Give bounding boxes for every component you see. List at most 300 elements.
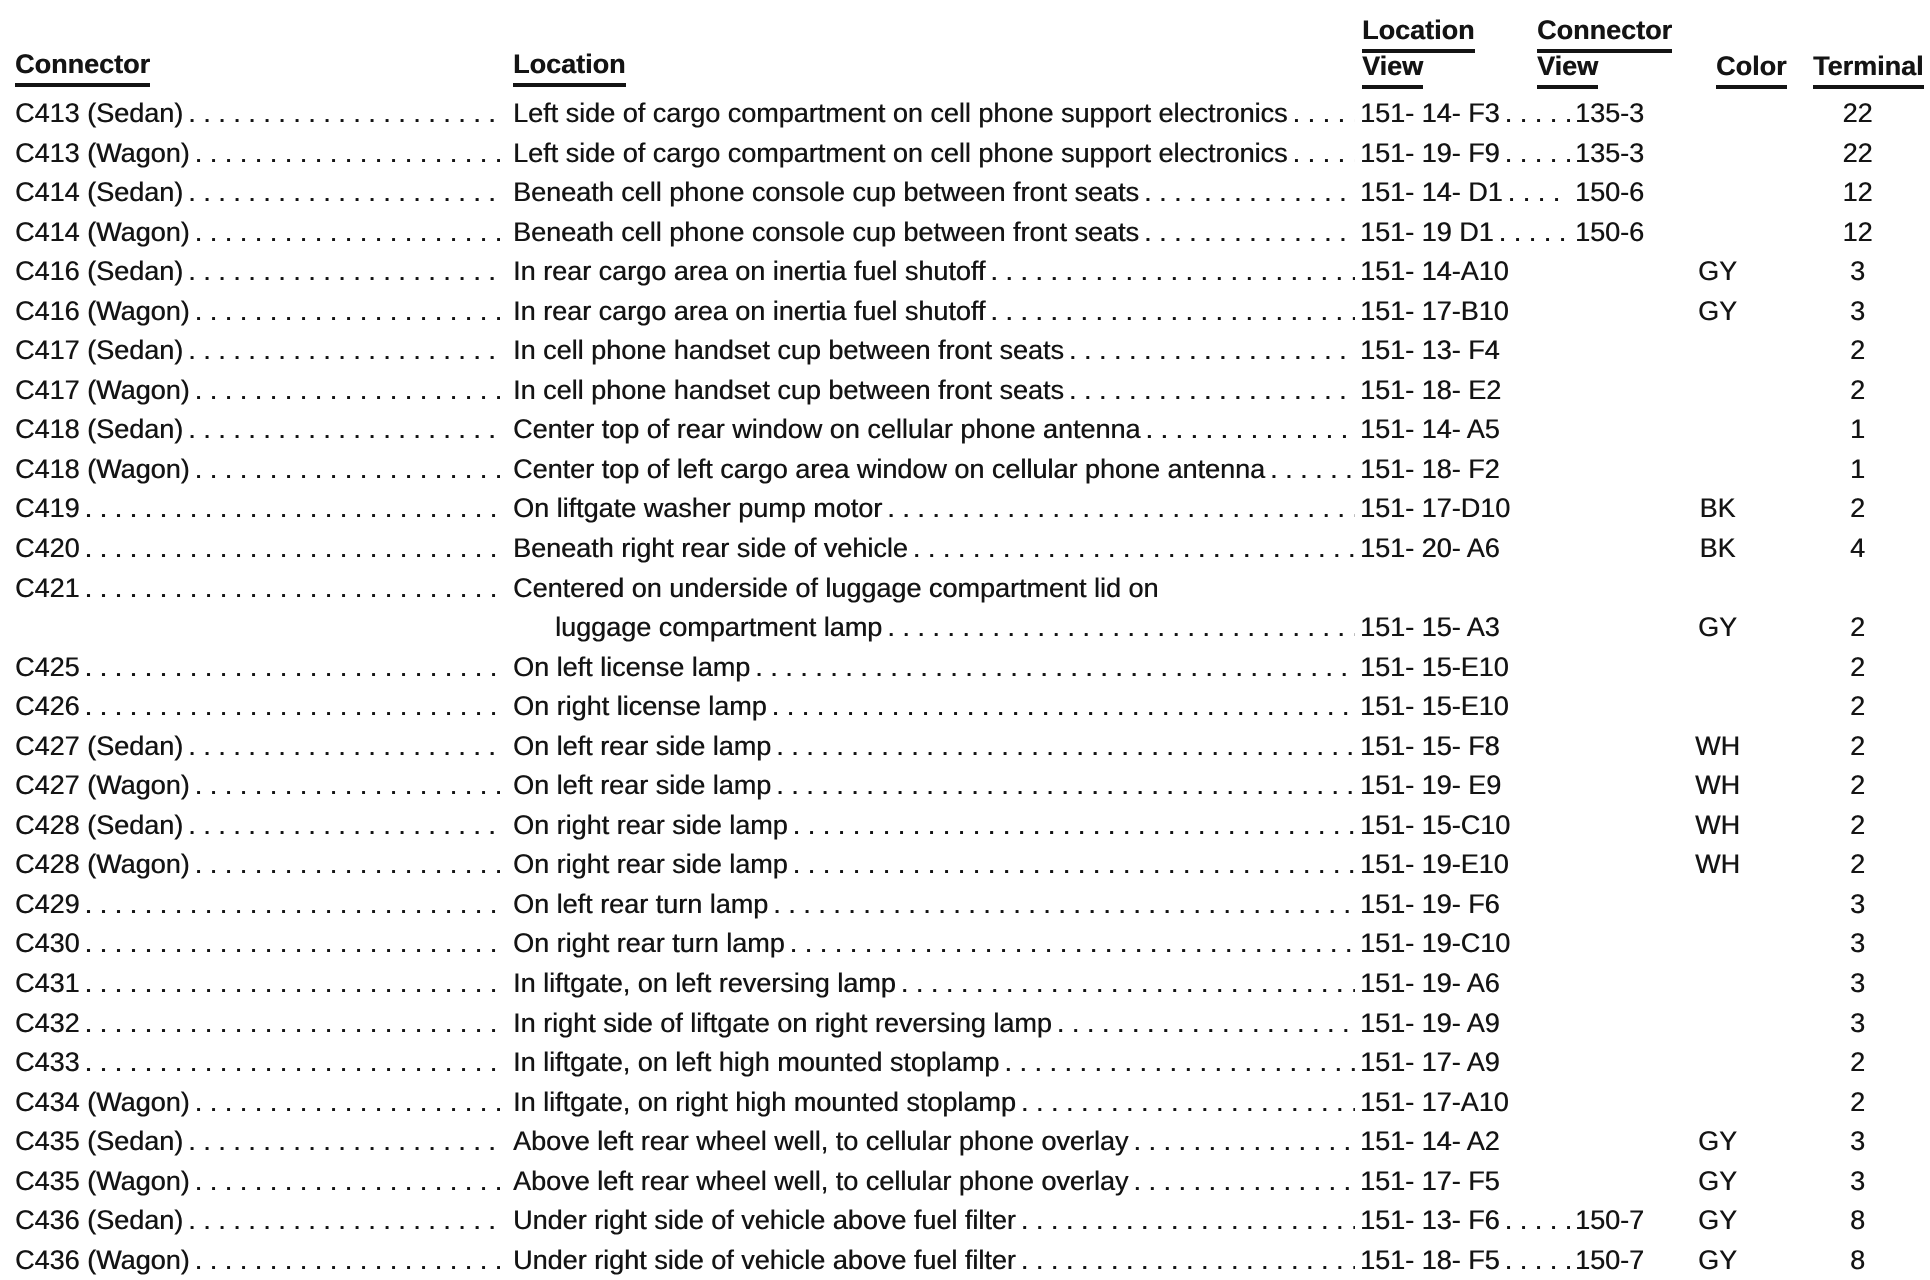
- connector-id: C431: [15, 968, 80, 999]
- color-cell: [1650, 331, 1785, 371]
- connector-table-body: [15, 94, 1930, 1280]
- leader-dots: [1270, 450, 1355, 490]
- location-text: On left rear turn lamp: [513, 888, 769, 919]
- connector-cell: [15, 252, 505, 292]
- location-text: Beneath right rear side of vehicle: [513, 533, 908, 564]
- location-text: Left side of cargo compartment on cell phone support electronics: [513, 98, 1288, 128]
- indent-spacer: [505, 608, 547, 648]
- leader-dots: [188, 1122, 500, 1162]
- terminal-cell: 2: [1849, 730, 1866, 761]
- location-cell: [505, 489, 1360, 529]
- connector-cell: [15, 94, 505, 134]
- location-text: On liftgate washer pump motor: [513, 493, 883, 524]
- connector-cell: [15, 1201, 505, 1241]
- connector-id: C436 (Sedan): [15, 1205, 184, 1236]
- leader-dots: [1021, 1241, 1355, 1280]
- location-view-value: 151- 14- F3: [1360, 98, 1500, 128]
- location-cell: [505, 331, 1360, 371]
- color-cell: [1650, 1083, 1785, 1123]
- col-header-location: Location: [513, 50, 626, 87]
- location-text: On right rear side lamp: [513, 849, 788, 880]
- location-text: In rear cargo area on inertia fuel shutoff: [513, 256, 986, 287]
- terminal-cell: 3: [1849, 1165, 1866, 1196]
- leader-dots: [776, 766, 1355, 806]
- table-row: [15, 845, 1930, 885]
- location-view-cell: [1360, 529, 1650, 569]
- location-cell: [505, 371, 1360, 411]
- location-text-continued: luggage compartment lamp: [555, 612, 883, 643]
- color-cell: WH: [1695, 849, 1740, 880]
- table-row: [15, 134, 1930, 174]
- location-text: On right rear side lamp: [513, 809, 788, 840]
- location-cell: [505, 648, 1360, 688]
- connector-id: C435 (Wagon): [15, 1165, 190, 1196]
- terminal-cell: 8: [1849, 1244, 1866, 1275]
- location-cell: [505, 410, 1360, 450]
- terminal-cell: 1: [1849, 414, 1866, 445]
- connector-view-value: 150-7: [1574, 1244, 1644, 1275]
- location-view-value: 151- 14-A10: [1360, 256, 1509, 287]
- location-view-value: 151- 19-C10: [1360, 928, 1511, 959]
- location-view-cell: [1360, 1241, 1650, 1280]
- leader-dots: [188, 727, 500, 767]
- connector-id: C427 (Wagon): [15, 770, 190, 801]
- terminal-cell: 2: [1849, 1086, 1866, 1117]
- terminal-cell: 3: [1849, 1007, 1866, 1038]
- connector-id: C417 (Sedan): [15, 335, 184, 366]
- location-view-value: 151- 15-C10: [1360, 809, 1511, 840]
- leader-dots: [85, 1004, 500, 1044]
- location-view-cell: [1360, 766, 1650, 806]
- color-cell: WH: [1695, 809, 1740, 840]
- color-cell: [1650, 410, 1785, 450]
- connector-id: C425: [15, 651, 80, 682]
- connector-cell: [15, 371, 505, 411]
- location-text: Centered on underside of luggage compartment lid on: [513, 572, 1159, 603]
- location-view-cell: [1360, 94, 1650, 134]
- leader-dots: [188, 410, 500, 450]
- connector-cell: [15, 213, 505, 253]
- location-view-cell: [1360, 450, 1650, 490]
- leader-dots: [188, 173, 500, 213]
- leader-dots: [1021, 1201, 1355, 1241]
- location-cell: [505, 687, 1360, 727]
- table-row: [15, 687, 1930, 727]
- location-view-cell: [1360, 1004, 1650, 1044]
- leader-dots: [1505, 1241, 1570, 1280]
- location-view-value: 151- 17- A9: [1360, 1047, 1500, 1078]
- leader-dots: [188, 331, 500, 371]
- connector-id: C436 (Wagon): [15, 1244, 190, 1275]
- leader-dots: [887, 489, 1355, 529]
- location-view-value: 151- 13- F4: [1360, 335, 1500, 366]
- location-text: On left rear side lamp: [513, 770, 772, 801]
- color-cell: [1650, 173, 1785, 213]
- table-row: [15, 569, 1930, 609]
- location-view-cell: [1360, 1083, 1650, 1123]
- table-row: [15, 213, 1930, 253]
- leader-dots: [195, 371, 500, 411]
- terminal-cell: 8: [1849, 1205, 1866, 1236]
- location-text: Center top of left cargo area window on cellular phone antenna: [513, 453, 1265, 484]
- color-cell: BK: [1699, 533, 1736, 564]
- col-header-connector: Connector: [15, 50, 150, 87]
- location-view-cell: [1360, 806, 1650, 846]
- terminal-cell: 3: [1849, 928, 1866, 959]
- terminal-cell: 2: [1849, 849, 1866, 880]
- terminal-cell: 2: [1849, 651, 1866, 682]
- connector-id: C417 (Wagon): [15, 374, 190, 405]
- location-view-value: 151- 19- F6: [1360, 888, 1500, 919]
- color-cell: [1650, 371, 1785, 411]
- table-row: [15, 924, 1930, 964]
- location-text: On left license lamp: [513, 651, 751, 682]
- leader-dots: [1505, 94, 1570, 134]
- location-view-cell: [1360, 727, 1650, 767]
- location-view-cell: [1360, 134, 1650, 174]
- location-view-cell: [1360, 1043, 1650, 1083]
- location-view-cell: [1360, 608, 1650, 648]
- leader-dots: [195, 1162, 500, 1202]
- leader-dots: [901, 964, 1355, 1004]
- col-header-connector-view-line2: View: [1537, 52, 1598, 89]
- table-row: [15, 806, 1930, 846]
- location-view-value: 151- 19- E9: [1360, 770, 1502, 801]
- location-view-value: 151- 18- F2: [1360, 453, 1500, 484]
- location-text: In liftgate, on right high mounted stoplamp: [513, 1086, 1016, 1117]
- location-view-value: 151- 19-E10: [1360, 849, 1509, 880]
- color-cell: GY: [1697, 612, 1737, 643]
- leader-dots: [1069, 331, 1355, 371]
- location-text: Above left rear wheel well, to cellular phone overlay: [513, 1126, 1129, 1157]
- table-row: [15, 727, 1930, 767]
- table-row: [15, 1241, 1930, 1280]
- terminal-cell: 3: [1849, 295, 1866, 326]
- location-view-value: 151- 13- F6: [1360, 1205, 1500, 1236]
- location-cell: [505, 924, 1360, 964]
- connector-id: C416 (Wagon): [15, 295, 190, 326]
- location-cell: [505, 134, 1360, 174]
- table-row: [15, 292, 1930, 332]
- leader-dots: [776, 727, 1355, 767]
- location-cell: [505, 529, 1360, 569]
- leader-dots: [1021, 1083, 1355, 1123]
- location-view-value: 151- 14- A2: [1360, 1126, 1500, 1157]
- leader-dots: [195, 292, 500, 332]
- location-view-value: 151- 19- A6: [1360, 968, 1500, 999]
- location-cell: [505, 608, 1360, 648]
- location-view-value: 151- 18- F5: [1360, 1244, 1500, 1275]
- connector-id: C419: [15, 493, 80, 524]
- connector-cell: [15, 924, 505, 964]
- leader-dots: [793, 845, 1355, 885]
- terminal-cell: 1: [1849, 453, 1866, 484]
- connector-cell: [15, 134, 505, 174]
- table-row: [15, 410, 1930, 450]
- connector-cell: [15, 1241, 505, 1280]
- connector-cell: [15, 1004, 505, 1044]
- leader-dots: [1508, 173, 1570, 213]
- col-header-color: Color: [1716, 52, 1787, 89]
- leader-dots: [85, 529, 500, 569]
- location-cell: [505, 806, 1360, 846]
- location-text: On left rear side lamp: [513, 730, 772, 761]
- leader-dots: [195, 1241, 500, 1280]
- leader-dots: [195, 213, 500, 253]
- color-cell: GY: [1697, 1244, 1737, 1275]
- color-cell: [1650, 648, 1785, 688]
- location-cell: [505, 94, 1360, 134]
- location-view-cell: [1360, 885, 1650, 925]
- color-cell: [1650, 450, 1785, 490]
- leader-dots: [1292, 134, 1355, 174]
- location-view-cell: [1360, 1122, 1650, 1162]
- leader-dots: [1057, 1004, 1355, 1044]
- terminal-cell: 4: [1849, 533, 1866, 564]
- leader-dots: [85, 924, 500, 964]
- connector-id: C420: [15, 533, 80, 564]
- leader-dots: [990, 252, 1355, 292]
- location-cell: [505, 1122, 1360, 1162]
- leader-dots: [195, 766, 500, 806]
- table-row: [15, 1162, 1930, 1202]
- leader-dots: [1505, 1201, 1570, 1241]
- location-cell: [505, 1043, 1360, 1083]
- table-row: [15, 648, 1930, 688]
- leader-dots: [1292, 94, 1355, 134]
- terminal-cell: 12: [1842, 216, 1873, 247]
- leader-dots: [188, 252, 500, 292]
- location-cell: [505, 885, 1360, 925]
- color-cell: [1650, 924, 1785, 964]
- terminal-cell: 22: [1842, 98, 1873, 128]
- connector-view-value: 150-6: [1574, 216, 1644, 247]
- leader-dots: [85, 569, 500, 609]
- terminal-cell: 3: [1849, 1126, 1866, 1157]
- connector-view-value: 135-3: [1574, 98, 1644, 128]
- terminal-cell: 2: [1849, 612, 1866, 643]
- location-view-cell: [1360, 648, 1650, 688]
- table-row: [15, 489, 1930, 529]
- location-view-cell: [1360, 371, 1650, 411]
- color-cell: [1650, 134, 1785, 174]
- connector-id: C432: [15, 1007, 80, 1038]
- connector-id: C418 (Sedan): [15, 414, 184, 445]
- leader-dots: [85, 1043, 500, 1083]
- connector-id: C433: [15, 1047, 80, 1078]
- location-cell: [505, 1241, 1360, 1280]
- terminal-cell: 2: [1849, 374, 1866, 405]
- table-row: [15, 1004, 1930, 1044]
- location-cell: [505, 173, 1360, 213]
- table-row: [15, 94, 1930, 134]
- location-view-cell: [1360, 687, 1650, 727]
- location-view-value: 151- 18- E2: [1360, 374, 1502, 405]
- table-row: [15, 608, 1930, 648]
- location-text: In liftgate, on left high mounted stoplamp: [513, 1047, 1000, 1078]
- connector-cell: [15, 410, 505, 450]
- location-view-value: 151- 15-E10: [1360, 691, 1509, 722]
- connector-cell: [15, 1162, 505, 1202]
- location-view-value: 151- 19- A9: [1360, 1007, 1500, 1038]
- color-cell: [1650, 1043, 1785, 1083]
- connector-id: C428 (Sedan): [15, 809, 184, 840]
- table-row: [15, 964, 1930, 1004]
- terminal-cell: 12: [1842, 177, 1873, 208]
- table-row: [15, 1083, 1930, 1123]
- table-row: [15, 766, 1930, 806]
- location-view-value: 151- 17-B10: [1360, 295, 1509, 326]
- leader-dots: [913, 529, 1355, 569]
- leader-dots: [887, 608, 1355, 648]
- leader-dots: [1004, 1043, 1355, 1083]
- terminal-cell: 2: [1849, 335, 1866, 366]
- location-cell: [505, 292, 1360, 332]
- leader-dots: [85, 885, 500, 925]
- location-view-value: 151- 15- F8: [1360, 730, 1500, 761]
- leader-dots: [85, 687, 500, 727]
- location-text: Above left rear wheel well, to cellular phone overlay: [513, 1165, 1129, 1196]
- table-row: [15, 173, 1930, 213]
- terminal-cell: 3: [1849, 968, 1866, 999]
- connector-cell: [15, 569, 505, 609]
- location-view-value: 151- 17-D10: [1360, 493, 1511, 524]
- location-text: Under right side of vehicle above fuel filter: [513, 1244, 1016, 1275]
- connector-cell: [15, 529, 505, 569]
- color-cell: GY: [1697, 1205, 1737, 1236]
- terminal-cell: 2: [1849, 1047, 1866, 1078]
- location-cell: [505, 1083, 1360, 1123]
- table-row: [15, 1201, 1930, 1241]
- connector-cell: [15, 687, 505, 727]
- location-text: Left side of cargo compartment on cell phone support electronics: [513, 137, 1288, 168]
- leader-dots: [773, 885, 1355, 925]
- col-header-location-view-line2: View: [1362, 52, 1423, 89]
- location-view-value: 151- 17- F5: [1360, 1165, 1500, 1196]
- connector-id: C416 (Sedan): [15, 256, 184, 287]
- leader-dots: [195, 450, 500, 490]
- location-view-cell: [1360, 964, 1650, 1004]
- terminal-cell: 3: [1849, 256, 1866, 287]
- connector-view-value: 135-3: [1574, 137, 1644, 168]
- location-cell: [505, 450, 1360, 490]
- connector-id: C427 (Sedan): [15, 730, 184, 761]
- leader-dots: [188, 94, 500, 134]
- connector-id: C426: [15, 691, 80, 722]
- location-cell: [505, 766, 1360, 806]
- terminal-cell: 2: [1849, 770, 1866, 801]
- connector-cell: [15, 1083, 505, 1123]
- connector-id: C413 (Sedan): [15, 98, 184, 128]
- color-cell: [1650, 94, 1785, 134]
- location-cell: [505, 213, 1360, 253]
- leader-dots: [790, 924, 1355, 964]
- color-cell: WH: [1695, 770, 1740, 801]
- connector-cell: [15, 173, 505, 213]
- location-text: Beneath cell phone console cup between front seats: [513, 216, 1139, 247]
- connector-id: C430: [15, 928, 80, 959]
- terminal-cell: 3: [1849, 888, 1866, 919]
- leader-dots: [1145, 410, 1355, 450]
- connector-cell: [15, 845, 505, 885]
- leader-dots: [195, 845, 500, 885]
- location-view-cell: [1360, 1162, 1650, 1202]
- table-row: [15, 1122, 1930, 1162]
- leader-dots: [1499, 213, 1570, 253]
- col-header-connector-view-line1: Connector: [1537, 16, 1672, 53]
- connector-view-value: 150-6: [1574, 177, 1644, 208]
- location-cell: [505, 252, 1360, 292]
- location-view-cell: [1360, 924, 1650, 964]
- connector-id: C428 (Wagon): [15, 849, 190, 880]
- connector-view-value: 150-7: [1574, 1205, 1644, 1236]
- leader-dots: [85, 648, 500, 688]
- color-cell: [1650, 1004, 1785, 1044]
- leader-dots: [1133, 1122, 1355, 1162]
- terminal-cell: 22: [1842, 137, 1873, 168]
- connector-cell: [15, 489, 505, 529]
- location-view-value: 151- 14- A5: [1360, 414, 1500, 445]
- location-cell: [505, 845, 1360, 885]
- connector-id: C434 (Wagon): [15, 1086, 190, 1117]
- location-view-value: 151- 19- F9: [1360, 137, 1500, 168]
- leader-dots: [1144, 173, 1355, 213]
- connector-cell: [15, 292, 505, 332]
- col-header-terminal: Terminal: [1813, 52, 1924, 89]
- leader-dots: [990, 292, 1355, 332]
- location-cell: [505, 1162, 1360, 1202]
- location-text: In cell phone handset cup between front seats: [513, 374, 1064, 405]
- connector-cell: [15, 766, 505, 806]
- leader-dots: [1133, 1162, 1355, 1202]
- leader-dots: [188, 1201, 500, 1241]
- leader-dots: [755, 648, 1355, 688]
- table-row: [15, 885, 1930, 925]
- table-row: [15, 450, 1930, 490]
- location-text: On right license lamp: [513, 691, 767, 722]
- table-row: [15, 331, 1930, 371]
- color-cell: GY: [1697, 295, 1737, 326]
- connector-id: C414 (Wagon): [15, 216, 190, 247]
- location-view-cell: [1360, 489, 1650, 529]
- color-cell: GY: [1697, 256, 1737, 287]
- table-row: [15, 1043, 1930, 1083]
- location-view-cell: [1360, 845, 1650, 885]
- connector-id: C435 (Sedan): [15, 1126, 184, 1157]
- connector-cell: [15, 450, 505, 490]
- connector-id: C414 (Sedan): [15, 177, 184, 208]
- location-cell: [505, 569, 1360, 609]
- table-row: [15, 371, 1930, 411]
- connector-cell: [15, 964, 505, 1004]
- leader-dots: [772, 687, 1355, 727]
- connector-cell: [15, 1122, 505, 1162]
- terminal-cell: 2: [1849, 809, 1866, 840]
- connector-cell: [15, 331, 505, 371]
- connector-id: C418 (Wagon): [15, 453, 190, 484]
- connector-id: C429: [15, 888, 80, 919]
- color-cell: [1650, 964, 1785, 1004]
- leader-dots: [793, 806, 1355, 846]
- leader-dots: [188, 806, 500, 846]
- location-view-cell: [1360, 331, 1650, 371]
- location-view-value: 151- 19 D1: [1360, 216, 1494, 247]
- color-cell: WH: [1695, 730, 1740, 761]
- location-text: In rear cargo area on inertia fuel shutoff: [513, 295, 986, 326]
- connector-cell: [15, 727, 505, 767]
- connector-cell: [15, 608, 505, 648]
- location-text: In liftgate, on left reversing lamp: [513, 968, 896, 999]
